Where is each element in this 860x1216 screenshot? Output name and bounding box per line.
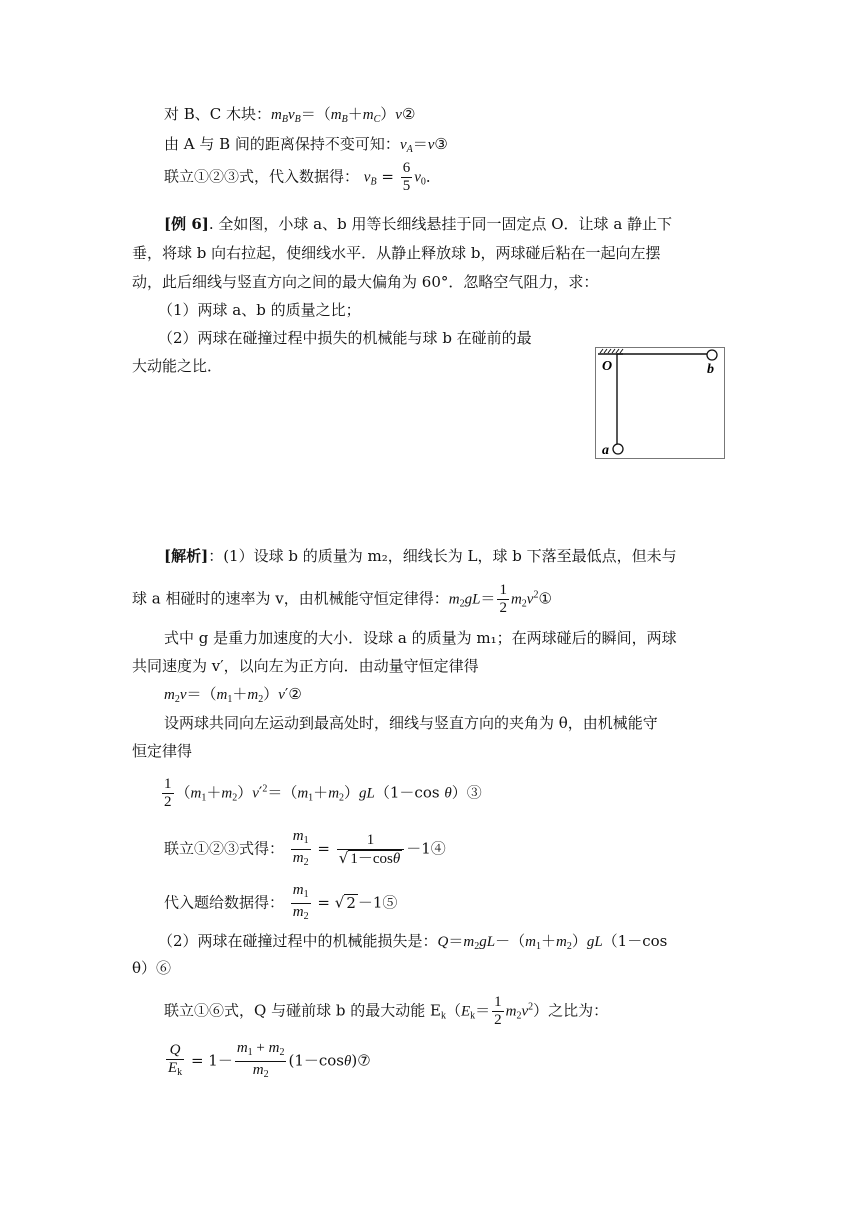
figure-frame [596,348,725,459]
ball-b [707,350,717,360]
pendulum-figure [595,347,725,459]
analysis-p7-suffix: 之比为： [548,1001,609,1020]
analysis-line-4: 共同速度为 v′，以向左为正方向．由动量守恒定律得 [132,657,479,675]
analysis-line-9: 联立①⑥式，Q 与碰前球 b 的最大动能 $E_k(E_k=$ $\frac{1}{2}$ $m_2v^2$）之比为： [164,994,609,1028]
final-ratio-equation: $\frac{Q}{E_k}$ = 1－ $\frac{m_1 + m_2}{m_2}$ (1－cosθ)⑦ [168,1040,371,1080]
result-equation-5: 代入题给数据得： $\frac{m_1}{m_2}$ = √ 2 －1⑤ [164,882,398,922]
analysis-p5-prefix: 代入题给数据得： [164,893,285,912]
prev-line-2: 由 A 与 B 间的距离保持不变可知：$v_A=v③$ [164,135,448,155]
example-line-1 [164,213,672,235]
question-2-line-2: 大动能之比． [132,357,223,375]
example-line-2: 垂，将球 b 向右拉起，使细线水平．从静止释放球 b，两球碰后粘在一起向左摆 [132,244,661,262]
question-2-line-1: （2）两球在碰撞过程中损失的机械能与球 b 在碰前的最 [158,329,532,347]
analysis-tag: [解析] [164,547,209,565]
prev-line-1-prefix: 对 B、C 木块： [164,105,272,123]
prev-line-2-prefix: 由 A 与 B 间的距离保持不变可知： [164,135,400,153]
analysis-p7-prefix: 联立①⑥式，Q 与碰前球 b 的最大动能 E [164,1001,441,1020]
analysis-p1b: 球 a 相碰时的速率为 v，由机械能守恒定律得： [132,589,449,608]
analysis-line-1 [164,545,677,567]
analysis-line-7: （2）两球在碰撞过程中的机械能损失是：$Q=m_2gL-(m_1+m_2)gL(1-\cos$ [158,932,668,952]
analysis-p1a: ：(1）设球 b 的质量为 m₂，细线长为 L，球 b 下落至最低点，但未与 [208,547,677,565]
ball-a [613,444,623,454]
analysis-line-5: 设两球共同向左运动到最高处时，细线与竖直方向的夹角为 θ，由机械能守 [164,714,658,732]
prev-line-3-prefix: 联立①②③式，代入数据得： [164,167,360,186]
prev-line-3: 联立①②③式，代入数据得： $v_B$ = $\frac{6}{5}$ $v_0$． [164,160,441,194]
result-equation-4: 联立①②③式得： $\frac{m_1}{m_2}$ = $\frac{1}{√ 1-\cos\theta}$ －1④ [164,828,446,868]
analysis-line-8: θ）⑥ [132,959,172,977]
analysis-line-6: 恒定律得 [132,742,193,760]
analysis-line-2: 球 a 相碰时的速率为 v，由机械能守恒定律得：$m_2gL=$ $\frac{1}{2}$ $m_2v^2①$ [132,582,552,616]
analysis-p6a: （2）两球在碰撞过程中的机械能损失是： [158,932,438,950]
example-tag: [例 6] [164,215,209,233]
energy-equation: $\frac{1}{2}$ $(m_1+m_2)v'^2=(m_1+m_2)gL(1-\cos$ θ）③ [164,776,482,810]
question-1: （1）两球 a、b 的质量之比； [158,301,361,319]
momentum-equation: $m_2v=(m_1+m_2)v'②$ [164,685,302,705]
prev-line-1: 对 B、C 木块：$m_Bv_B=(m_B+m_C)v②$ [164,105,416,125]
analysis-p4-prefix: 联立①②③式得： [164,839,285,858]
example-line-3: 动，此后细线与竖直方向之间的最大偏角为 60°．忽略空气阻力，求： [132,273,599,291]
ceiling-hatch [600,349,623,353]
label-a: a [602,443,609,458]
example-para-1: . 全如图，小球 a、b 用等长细线悬挂于同一固定点 O．让球 a 静止下 [208,215,673,233]
label-O: O [602,359,613,374]
analysis-line-3: 式中 g 是重力加速度的大小．设球 a 的质量为 m₁；在两球碰后的瞬间，两球 [164,629,677,647]
label-b: b [707,362,714,377]
